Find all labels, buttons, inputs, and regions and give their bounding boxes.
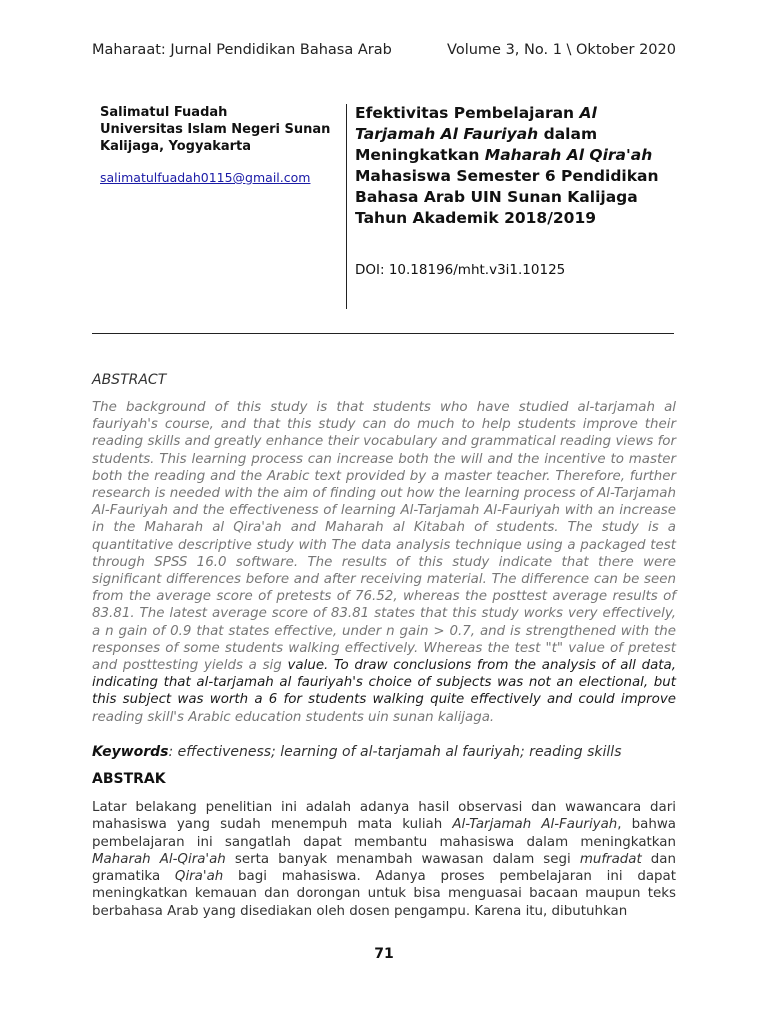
- abstract-body: [92, 399, 676, 726]
- abstrak-text: Latar belakang penelitian ini adalah adanya hasil observasi dan wawancara dari mahasiswa yang sudah menempuh mata kuliah: [92, 800, 676, 833]
- abstract-text: The background of this study is that students who have studied al-tarjamah al fauriyah's course, and that this study can do much to help students improve their reading skills and greatly enhance their vocabulary and grammatical reading views for students. This learning process can increase both the will and the incentive to master both the reading and the Arabic text provided by a master teacher. Therefore, further research is needed with the aim of finding out how the learning process of Al-Tarjamah Al-Fauriyah and the effectiveness of learning Al-Tarjamah Al-Fauriyah with an increase in the Maharah al Qira'ah and Maharah al Kitabah of students. The study is a quantitative descriptive study with The data analysis technique using a packaged test through SPSS 16.0 software. The results of this study indicate that there were significant differences before and after receiving material. The difference can be seen from the average score of pretests of 76.52, whereas the posttest average results of 83.81. The latest average score of 83.81 states that this study works very effectively, a n gain of 0.9 that states effective, under n gain > 0.7, and is strengthened with the responses of some students walking effectively. Whereas the test "t" value of pretest and posttesting yields a sig: [92, 400, 676, 674]
- article-title: [355, 103, 680, 229]
- running-header: [92, 42, 676, 64]
- abstrak-body: [92, 799, 676, 920]
- author-email-link[interactable]: salimatulfuadah0115@gmail.com: [100, 170, 311, 185]
- author-block: [100, 104, 335, 155]
- horizontal-rule: [92, 333, 674, 334]
- journal-name: Maharaat: Jurnal Pendidikan Bahasa Arab: [92, 42, 392, 58]
- title-italic-part: Al Tarjamah Al Fauriyah: [355, 104, 597, 143]
- title-part: dalam Meningkatkan: [355, 125, 598, 164]
- keywords-label: Keywords: [92, 744, 169, 760]
- author-name: Salimatul Fuadah: [100, 105, 228, 120]
- abstract-text-end: reading skill's Arabic education students uin sunan kalijaga.: [92, 709, 495, 725]
- abstrak-italic: Qira'ah: [174, 869, 224, 885]
- volume-issue: Volume 3, No. 1 \ Oktober 2020: [447, 42, 676, 58]
- author-affiliation-2: Kalijaga, Yogyakarta: [100, 139, 252, 154]
- abstrak-text: serta banyak menambah wawasan dalam segi: [225, 851, 580, 867]
- page-number: 71: [374, 946, 394, 962]
- abstrak-heading: ABSTRAK: [92, 771, 166, 787]
- title-part: Mahasiswa Semester 6 Pendidikan Bahasa Arab UIN Sunan Kalijaga Tahun Akademik 2018/2019: [355, 167, 659, 227]
- doi[interactable]: DOI: 10.18196/mht.v3i1.10125: [355, 262, 566, 278]
- abstract-heading: ABSTRACT: [92, 372, 167, 388]
- abstrak-italic: Al-Tarjamah Al-Fauriyah: [452, 817, 618, 833]
- title-part: Efektivitas Pembelajaran: [355, 104, 580, 122]
- abstrak-italic: Maharah Al-Qira'ah: [92, 851, 226, 867]
- keywords: [92, 744, 676, 760]
- author-affiliation-1: Universitas Islam Negeri Sunan: [100, 122, 331, 137]
- keywords-text: : effectiveness; learning of al-tarjamah al fauriyah; reading skills: [168, 744, 622, 760]
- abstrak-text: bagi mahasiswa. Adanya proses pembelajaran ini dapat meningkatkan kemauan dan dorongan untuk bisa menguasai bacaan maupun teks berbahasa Arab yang disediakan oleh dosen pengampu. Karena itu, dibutuhkan: [92, 869, 676, 919]
- vertical-divider: [346, 104, 347, 309]
- abstrak-text: dan gramatika: [92, 851, 676, 885]
- abstrak-text: , bahwa pembelajaran ini sangatlah dapat membantu mahasiswa dalam meningkatkan: [92, 817, 676, 850]
- abstract-text-dark: value. To draw conclusions from the analysis of all data, indicating that al-tarjamah al fauriyah's choice of subjects was not an electional, but this subject was worth a 6 for students walking quite effectively and could improve: [92, 658, 676, 708]
- title-italic-part: Maharah Al Qira'ah: [484, 146, 653, 164]
- abstrak-italic: mufradat: [579, 851, 642, 867]
